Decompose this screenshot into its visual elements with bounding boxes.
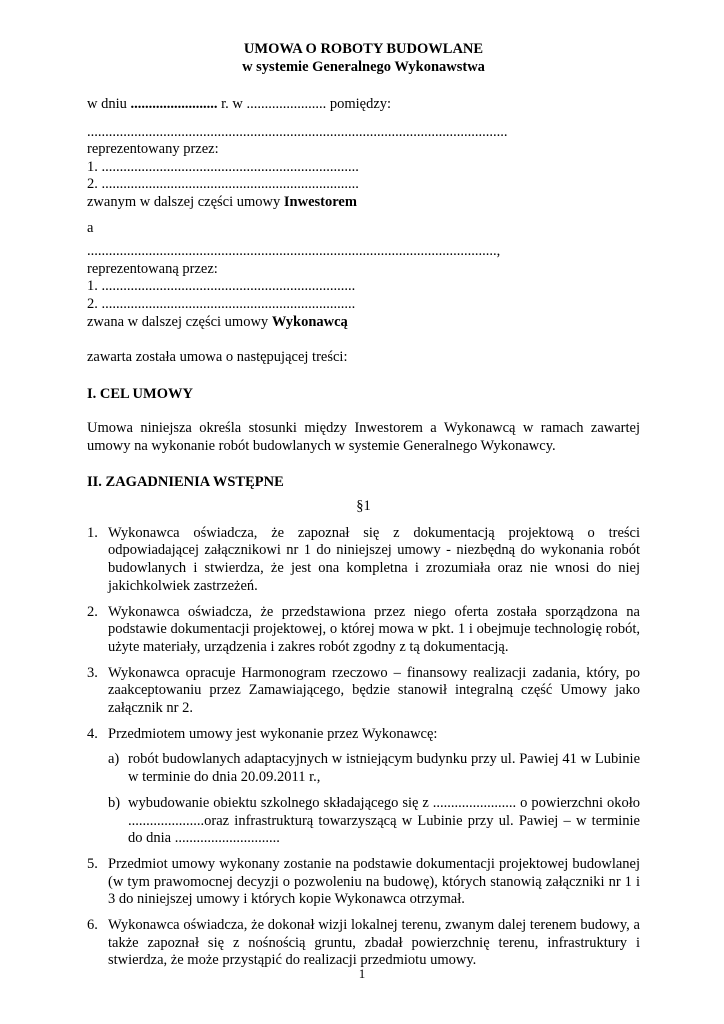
party1-called-prefix: zwanym w dalszej części umowy	[87, 193, 284, 210]
sub-list-item	[108, 795, 640, 848]
sub-list-item-label: a)	[108, 751, 120, 768]
party2-rep1: 1. ......................................................................	[87, 278, 356, 295]
list-item	[87, 917, 640, 970]
party1-represented: reprezentowany przez:	[87, 141, 219, 158]
list-item-text: Wykonawca oświadcza, że zapoznał się z dokumentacją projektową o treści odpowiadającej załącznikowi nr 1 do niniejszej umowy - niezbędną do wykonania robót budowlanych i stwierdza, że jest ona kompletna i zrozumiała oraz nie wnosi do niej jakichkolwiek zastrzeżeń.	[108, 524, 640, 594]
sub-list-item	[108, 751, 640, 786]
document-subtitle: w systemie Generalnego Wykonawstwa	[242, 59, 485, 75]
document-page	[87, 40, 640, 970]
party1-dots: ....................................................................................................................	[87, 123, 508, 140]
party2-dots: .................................................................................................................,	[87, 243, 501, 260]
list-item	[87, 604, 640, 657]
party1-rep2: 2. .......................................................................	[87, 176, 359, 193]
list-item	[87, 525, 640, 596]
conjunction-a: a	[87, 219, 94, 236]
list-item-text: Przedmiot umowy wykonany zostanie na podstawie dokumentacji projektowej budowlanej (w tym prawomocnej decyzji o pozwoleniu na budowę), których stanowią załączniki nr 1 i 3 do niniejszej umowy i których kopie Wykonawca otrzymał.	[108, 855, 640, 908]
party2-rep2: 2. ......................................................................	[87, 295, 356, 312]
document-title: UMOWA O ROBOTY BUDOWLANE	[243, 41, 484, 57]
list-item-number: 3.	[87, 664, 98, 681]
list-item-number: 4.	[87, 725, 98, 742]
list-item-text: Wykonawca oświadcza, że dokonał wizji lokalnej terenu, zwanym dalej terenem budowy, a także zapoznał się z nośnością gruntu, zbadał powierzchnię terenu, infrastruktury i stwierdza, że może przystąpić do realizacji przedmiotu umowy.	[108, 917, 640, 969]
intro-w-dniu: w dniu	[87, 96, 127, 112]
list-item-text: Wykonawca oświadcza, że przedstawiona przez niego oferta została sporządzona na podstawie dokumentacji projektowej, o której mowa w pkt. 1 i obejmuje technologię robót, użyte materiały, urządzenia i zakres robót zgodny z tą dokumentacją.	[108, 603, 640, 655]
paragraph-symbol: §1	[356, 497, 371, 514]
party1-rep1: 1. .......................................................................	[87, 158, 359, 175]
list-item-number: 2.	[87, 603, 98, 620]
party2-called	[87, 314, 640, 332]
party2-represented: reprezentowaną przez:	[87, 260, 218, 277]
list-item	[87, 856, 640, 909]
list-item-text: Wykonawca opracuje Harmonogram rzeczowo – finansowy realizacji zadania, który, po zaakceptowaniu przez Zamawiającego, będzie stanowił integralną część Umowy jako załącznik nr 2.	[108, 664, 640, 717]
list-item-number: 1.	[87, 524, 98, 541]
list-item-text: Przedmiotem umowy jest wykonanie przez Wykonawcę:	[108, 725, 438, 742]
list-item	[87, 665, 640, 718]
zawarta-line: zawarta została umowa o następującej treści:	[87, 349, 348, 366]
sub-list-item-text: wybudowanie obiektu szkolnego składającego się z ....................... o powierzchni około .....................oraz infrastrukturą towarzyszącą w Lubinie przy ul. Pawiej – w terminie do dnia .............................	[128, 794, 640, 847]
sub-list-item-text: robót budowlanych adaptacyjnych w istniejącym budynku przy ul. Pawiej 41 w Lubinie w terminie do dnia 20.09.2011 r.,	[128, 751, 640, 786]
intro-date-dots: ........................	[130, 96, 218, 112]
section2-heading: II. ZAGADNIENIA WSTĘPNE	[87, 473, 284, 490]
list-item-number: 5.	[87, 855, 98, 872]
intro-line	[87, 96, 640, 114]
list-item	[87, 726, 640, 744]
party1-called	[87, 194, 640, 212]
section1-text: Umowa niniejsza określa stosunki między Inwestorem a Wykonawcą w ramach zawartej umowy na wykonanie robót budowlanych w systemie Generalnego Wykonawcy.	[87, 419, 640, 454]
list-item-number: 6.	[87, 917, 98, 934]
party2-called-prefix: zwana w dalszej części umowy	[87, 313, 272, 330]
party2-called-name: Wykonawcą	[271, 313, 348, 330]
page-number: 1	[358, 966, 366, 981]
party1-called-name: Inwestorem	[283, 193, 357, 210]
sub-list-item-label: b)	[108, 794, 121, 811]
intro-place: r. w ...................... pomiędzy:	[217, 96, 392, 112]
section1-heading: I. CEL UMOWY	[87, 385, 193, 402]
